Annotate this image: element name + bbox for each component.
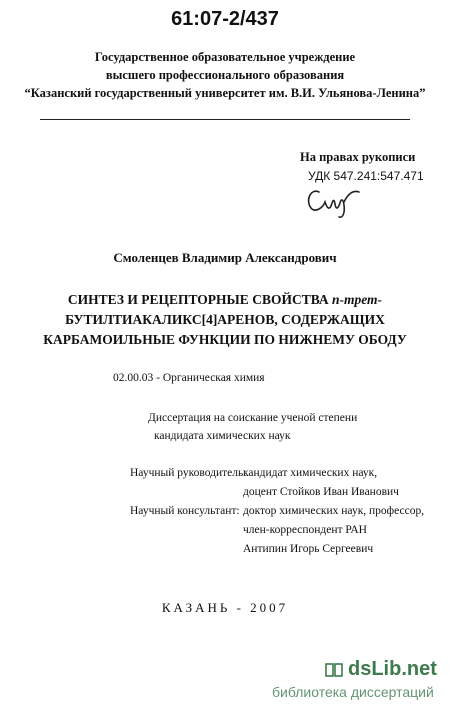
place-and-year: КАЗАНЬ - 2007 [161,600,289,615]
title-line-1: СИНТЕЗ И РЕЦЕПТОРНЫЕ СВОЙСТВА п-трет- [67,292,383,307]
watermark [268,658,450,711]
library-logo-icon [325,661,343,679]
handwritten-signature [303,180,361,220]
supervisor-line-2: доцент Стойков Иван Иванович [243,486,399,498]
institution-line-3: “Казанский государственный университет им. В.И. Ульянова-Ленина” [24,86,426,100]
degree-statement [148,409,357,445]
consultant-line-1: доктор химических наук, профессор, [243,505,425,517]
header-divider [40,119,410,120]
title-line-2: БУТИЛТИАКАЛИКС[4]АРЕНОВ, СОДЕРЖАЩИХ [65,312,385,327]
institution-line-1: Государственное образовательное учреждение [94,50,356,64]
supervisor-label: Научный руководитель: [130,467,247,479]
dissertation-title [0,290,450,350]
udk-code: УДК 547.241:547.471 [308,169,424,183]
degree-line-1: Диссертация на соискание ученой степени [148,412,358,424]
consultant-label: Научный консультант: [130,505,240,517]
specialty: 02.00.03 - Органическая химия [113,372,265,384]
watermark-logo: dsLib.net [348,658,437,680]
author-name: Смоленцев Владимир Александрович [113,250,337,265]
archive-code: 61:07-2/437 [171,8,279,30]
watermark-subtitle: библиотека диссертаций [272,684,434,700]
consultant-line-3: Антипин Игорь Сергеевич [243,543,374,555]
rights-label: На правах рукописи [300,150,416,164]
supervisor-line-1: кандидат химических наук, [243,467,378,479]
institution-line-2: высшего профессионального образования [105,68,345,82]
title-line-3: КАРБАМОИЛЬНЫЕ ФУНКЦИИ ПО НИЖНЕМУ ОБОДУ [43,332,407,347]
degree-line-2: кандидата химических наук [154,430,291,442]
consultant-line-2: член-корреспондент РАН [243,524,367,536]
